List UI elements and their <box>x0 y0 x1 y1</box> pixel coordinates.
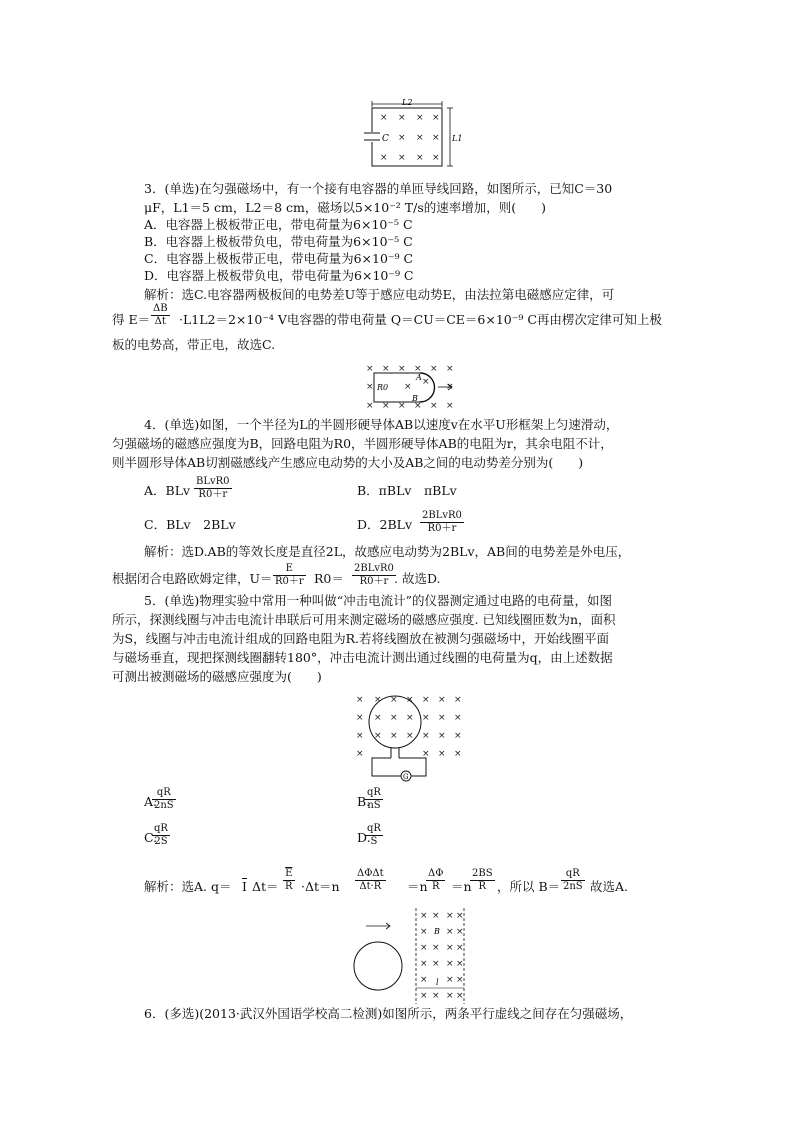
fraction-numerator: qR <box>154 823 168 834</box>
fraction-numerator: qR <box>367 787 381 798</box>
svg-text:×: × <box>422 713 430 723</box>
svg-text:×: × <box>406 731 414 741</box>
svg-text:×: × <box>446 364 454 374</box>
galvanometer-symbol: G <box>403 773 409 781</box>
fraction-denominator: 2nS <box>563 881 583 892</box>
svg-text:×: × <box>432 113 440 123</box>
q3-analysis-line: 解析：选C.电容器两极板间的电势差U等于感应电动势E，由法拉第电磁感应定律，可 <box>144 287 615 302</box>
q5-analysis-end: 故选A. <box>590 879 629 894</box>
q6-question-line: 6．(多选)(2013·武汉外国语学校高二检测)如图所示，两条平行虚线之间存在匀强磁场， <box>144 1006 633 1021</box>
fraction-numerator: qR <box>152 787 176 800</box>
fraction-numerator: E <box>273 563 306 576</box>
svg-text:×: × <box>454 713 462 723</box>
q3-analysis-line-rest: ·L1L2＝2×10⁻⁴ V电容器的带电荷量 Q＝CU＝CE＝6×10⁻⁹ C再由楞次定律可知上极 <box>179 312 662 327</box>
svg-text:×: × <box>422 731 430 741</box>
svg-text:×: × <box>422 377 430 387</box>
fraction-numerator: qR <box>561 868 585 881</box>
svg-text:×: × <box>416 153 424 163</box>
q4-question-line: 4．(单选)如图，一个半径为L的半圆形硬导体AB以速度v在水平U形框架上匀速滑动， <box>144 417 619 432</box>
svg-text:×: × <box>454 731 462 741</box>
fraction-numerator: ΔΦ <box>428 868 444 879</box>
svg-text:×: × <box>366 382 374 392</box>
svg-text:×: × <box>446 975 454 985</box>
svg-text:×: × <box>382 401 390 411</box>
svg-text:×: × <box>406 713 414 723</box>
q3-analysis-line-prefix: 得 E＝ <box>112 312 151 327</box>
q4-analysis-line-prefix: 根据闭合电路欧姆定律，U＝ <box>112 571 273 586</box>
fraction-denominator: Δt·R <box>359 881 382 892</box>
q3-capacitor-circuit-figure <box>360 96 470 174</box>
fraction-denominator: R0＋r <box>427 523 457 534</box>
svg-text:×: × <box>420 991 428 1001</box>
q5-option-c-label: C. <box>144 830 158 845</box>
svg-text:×: × <box>374 713 382 723</box>
svg-text:×: × <box>356 713 364 723</box>
svg-text:×: × <box>356 695 364 705</box>
fraction-numerator: 2BLvR0 <box>422 510 462 521</box>
svg-text:×: × <box>446 943 454 953</box>
svg-text:×: × <box>432 959 440 969</box>
q5-analysis-part: ·Δt＝n <box>301 879 340 894</box>
q4-b-label: B <box>412 394 418 403</box>
svg-text:×: × <box>420 959 428 969</box>
q3-delta-b-over-delta-t <box>151 303 170 328</box>
svg-text:×: × <box>456 943 464 953</box>
q5-option-d-fraction <box>365 823 383 848</box>
svg-text:×: × <box>432 911 440 921</box>
fraction-denominator: S <box>370 836 378 847</box>
q4-u-frame-figure <box>362 362 462 412</box>
q5-question-line: 可测出被测磁场的磁感应强度为( ) <box>112 669 322 684</box>
svg-text:×: × <box>454 695 462 705</box>
svg-text:×: × <box>414 364 422 374</box>
svg-text:×: × <box>446 401 454 411</box>
q3-question-line: 3．(单选)在匀强磁场中，有一个接有电容器的单匝导线回路，如图所示，已知C＝30 <box>144 181 613 196</box>
fraction-denominator: 2S <box>154 836 168 847</box>
q4-question-line: 则半圆形导体AB切割磁感线产生感应电动势的大小及AB之间的电动势差分别为( ) <box>112 455 584 470</box>
q4-a-label: A <box>416 373 422 382</box>
svg-text:×: × <box>438 731 446 741</box>
svg-text:×: × <box>420 911 428 921</box>
svg-text:×: × <box>456 927 464 937</box>
svg-text:×: × <box>432 153 440 163</box>
fraction-denominator: R <box>431 881 440 892</box>
svg-text:×: × <box>420 975 428 985</box>
svg-text:×: × <box>438 749 446 759</box>
q5-question-line: 为S，线圈与冲击电流计组成的回路电阻为R.若将线圈放在被测匀强磁场中，开始线圈平面 <box>112 631 609 646</box>
q5-question-line: 与磁场垂直，现把探测线圈翻转180°，冲击电流计测出通过线圈的电荷量为q，由上述数据 <box>112 650 613 665</box>
q5-probe-coil-galvanometer-figure <box>352 692 464 782</box>
svg-text:×: × <box>398 153 406 163</box>
svg-text:×: × <box>454 749 462 759</box>
svg-text:×: × <box>446 382 454 392</box>
q5-option-a-label: A. <box>144 794 158 809</box>
svg-text:×: × <box>446 991 454 1001</box>
svg-text:×: × <box>456 959 464 969</box>
svg-text:×: × <box>374 695 382 705</box>
fraction-numerator: $\overline{E}$ <box>283 868 295 881</box>
svg-text:×: × <box>420 927 428 937</box>
svg-text:×: × <box>430 401 438 411</box>
q4-option-d-label: D．2BLv <box>357 517 413 532</box>
svg-text:×: × <box>382 364 390 374</box>
q3-option-b: B．电容器上极板带负电，带电荷量为6×10⁻⁵ C <box>144 234 413 249</box>
q5-option-c-fraction <box>152 823 170 848</box>
fraction-numerator: 2BS <box>472 868 493 879</box>
svg-text:×: × <box>456 991 464 1001</box>
q4-option-d-fraction <box>420 510 464 535</box>
q5-analysis-fraction-4 <box>470 868 495 893</box>
q5-analysis-fraction-3 <box>426 868 445 893</box>
q4-analysis-mid: R0＝ <box>314 571 344 586</box>
q5-option-b-label: B. <box>357 794 371 809</box>
q4-analysis-fraction-2 <box>352 563 396 588</box>
fraction-denominator: 2nS <box>154 800 174 811</box>
svg-text:×: × <box>430 364 438 374</box>
q5-option-b-fraction <box>365 787 383 812</box>
svg-text:×: × <box>432 943 440 953</box>
svg-text:×: × <box>420 943 428 953</box>
q4-r0-label: R0 <box>377 383 389 392</box>
q5-analysis-prefix: 解析：选A. q＝ <box>144 879 232 894</box>
fraction-denominator: Δt <box>154 316 166 327</box>
svg-text:×: × <box>380 153 388 163</box>
svg-text:×: × <box>422 749 430 759</box>
q4-option-a-fraction <box>194 476 232 501</box>
q3-question-line: μF，L1＝5 cm，L2＝8 cm，磁场以5×10⁻² T/s的速率增加，则( ) <box>144 200 546 215</box>
svg-text:×: × <box>416 113 424 123</box>
svg-text:×: × <box>456 911 464 921</box>
fraction-denominator: R0＋r <box>198 489 228 500</box>
fraction-denominator: R <box>285 881 293 892</box>
svg-text:×: × <box>438 695 446 705</box>
svg-text:×: × <box>390 695 398 705</box>
q5-option-a-fraction <box>152 787 176 812</box>
q5-analysis-part: ＝n <box>451 879 472 894</box>
fraction-numerator: BLvR0 <box>196 476 230 487</box>
q3-option-d: D．电容器上极板带负电，带电荷量为6×10⁻⁹ C <box>144 268 414 283</box>
svg-text:×: × <box>422 695 430 705</box>
svg-text:×: × <box>438 713 446 723</box>
svg-text:×: × <box>432 133 440 143</box>
svg-text:×: × <box>416 133 424 143</box>
q5-analysis-i-bar: $\overline{I}$ <box>242 879 247 894</box>
q4-option-b: B．πBLv πBLv <box>357 483 457 498</box>
svg-text:×: × <box>398 401 406 411</box>
svg-text:×: × <box>374 731 382 741</box>
fraction-denominator: R <box>478 881 487 892</box>
q6-loop-and-field-figure <box>352 908 472 1004</box>
q5-analysis-part: Δt＝ <box>252 879 279 894</box>
q4-question-line: 匀强磁场的磁感应强度为B，回路电阻为R0，半圆形硬导体AB的电阻为r，其余电阻不计， <box>112 436 613 451</box>
q3-c-label: C <box>382 134 389 144</box>
svg-text:×: × <box>390 731 398 741</box>
svg-text:×: × <box>432 991 440 1001</box>
q5-analysis-fraction-5 <box>561 868 585 893</box>
svg-text:×: × <box>380 113 388 123</box>
q3-option-c: C．电容器上极板带正电，带电荷量为6×10⁻⁹ C <box>144 251 414 266</box>
q3-option-a: A．电容器上极板带正电，带电荷量为6×10⁻⁵ C <box>144 217 413 232</box>
fraction-denominator: R0＋r <box>359 576 389 587</box>
q5-analysis-part: ，所以 B＝ <box>497 879 561 894</box>
q4-option-c: C．BLv 2BLv <box>144 517 236 532</box>
q4-analysis-end: . 故选D. <box>394 571 441 586</box>
svg-text:×: × <box>414 401 422 411</box>
svg-text:×: × <box>398 133 406 143</box>
svg-text:×: × <box>404 382 412 392</box>
q3-l2-label: L2 <box>402 98 413 107</box>
q5-question-line: 所示，探测线圈与冲击电流计串联后可用来测定磁场的磁感应强度. 已知线圈匝数为n，面积 <box>112 612 616 627</box>
fraction-numerator: ΔΦΔt <box>357 868 384 879</box>
q4-analysis-fraction-1 <box>273 563 306 588</box>
fraction-denominator: R0＋r <box>275 576 304 587</box>
fraction-numerator: ΔB <box>153 303 168 314</box>
svg-text:×: × <box>446 911 454 921</box>
q3-l1-label: L1 <box>452 134 463 143</box>
q5-analysis-fraction-2 <box>355 868 386 893</box>
svg-text:×: × <box>356 749 364 759</box>
q4-option-a-label: A．BLv <box>144 483 191 498</box>
svg-text:×: × <box>406 695 414 705</box>
svg-text:×: × <box>398 113 406 123</box>
svg-text:×: × <box>398 364 406 374</box>
fraction-numerator: 2BLvR0 <box>354 563 394 574</box>
svg-text:×: × <box>390 713 398 723</box>
fraction-numerator: qR <box>367 823 381 834</box>
q4-analysis-line: 解析：选D.AB的等效长度是直径2L，故感应电动势为2BLv，AB间的电势差是外电压， <box>144 544 631 559</box>
q6-l-label: l <box>436 978 439 987</box>
q3-analysis-line: 板的电势高，带正电，故选C. <box>112 337 276 352</box>
fraction-denominator: nS <box>367 800 381 811</box>
svg-text:×: × <box>366 364 374 374</box>
q5-analysis-fraction-1 <box>283 868 295 893</box>
q5-option-d-label: D. <box>357 830 371 845</box>
svg-text:×: × <box>456 975 464 985</box>
svg-text:×: × <box>446 959 454 969</box>
q6-b-label: B <box>434 927 440 936</box>
svg-text:×: × <box>366 401 374 411</box>
svg-text:×: × <box>446 927 454 937</box>
q5-question-line: 5．(单选)物理实验中常用一种叫做“冲击电流计”的仪器测定通过电路的电荷量，如图 <box>144 593 612 608</box>
svg-text:×: × <box>356 731 364 741</box>
q5-analysis-part: ＝n <box>407 879 428 894</box>
